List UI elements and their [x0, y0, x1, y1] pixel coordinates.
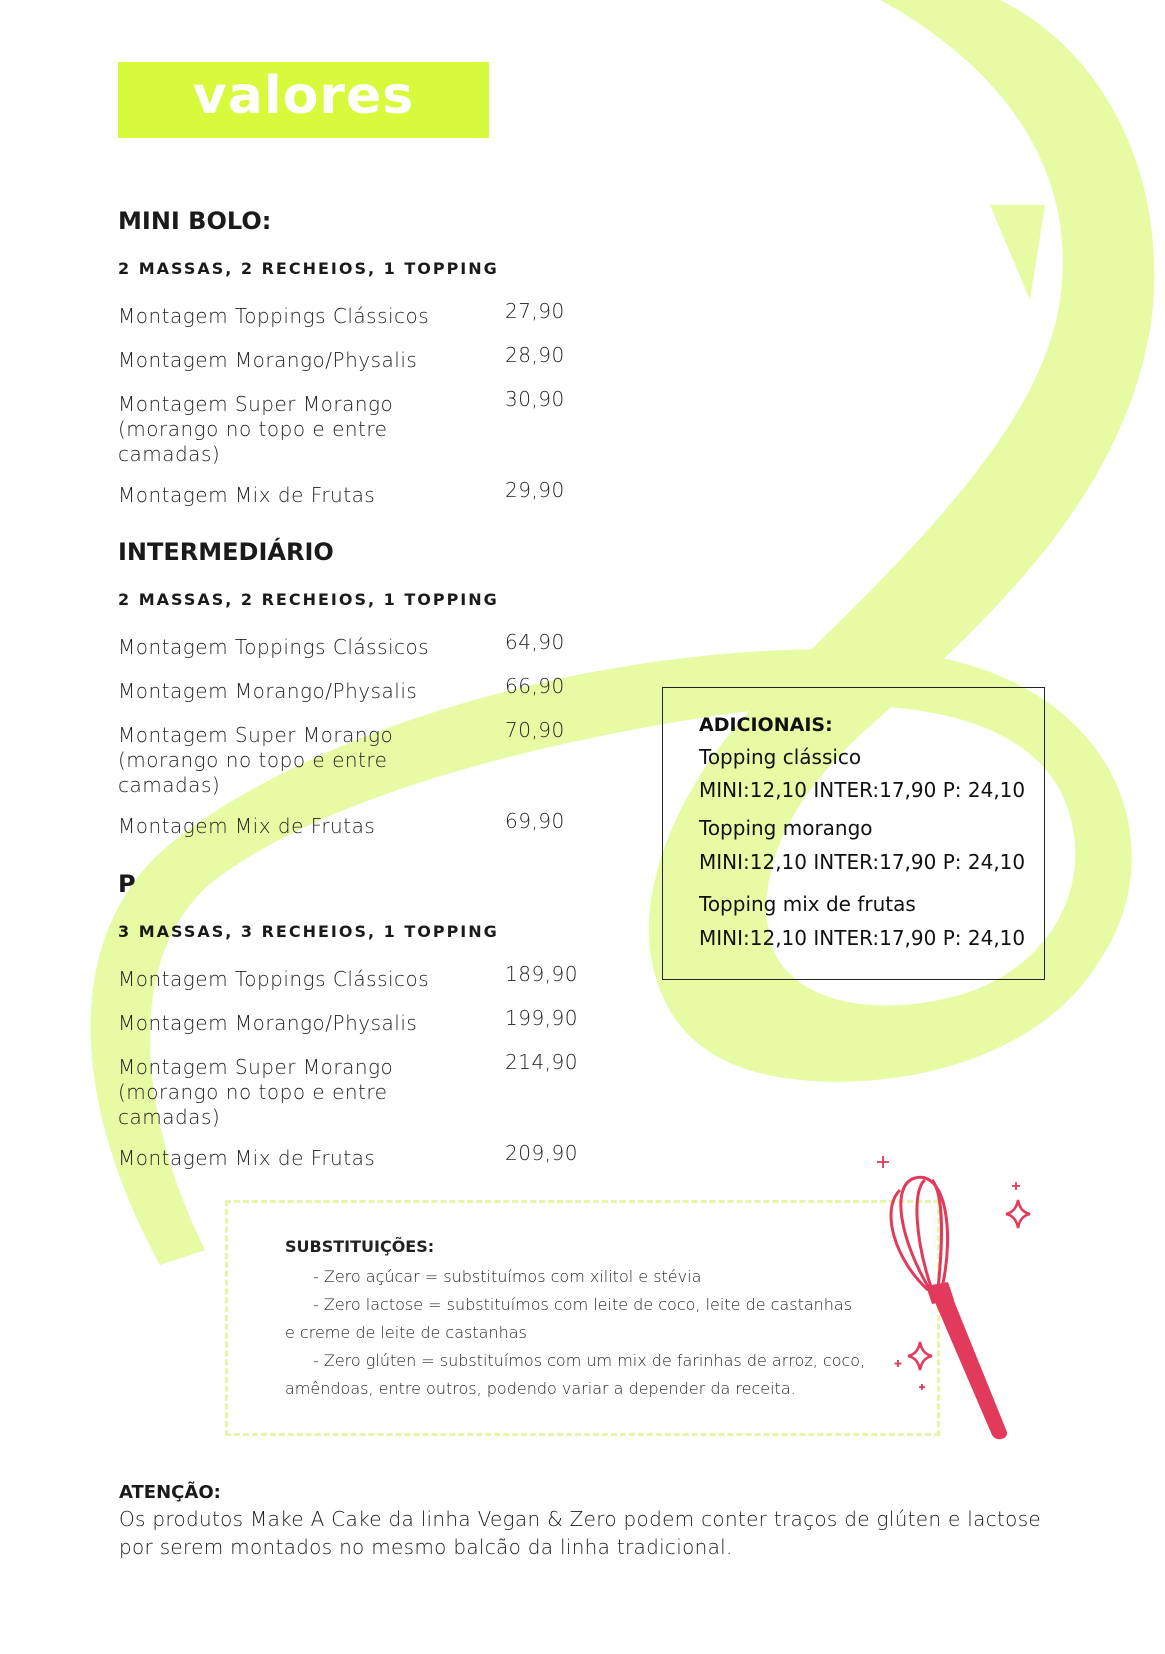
- adicional-label: Topping clássico: [699, 745, 862, 769]
- item-price: 199,90: [505, 1006, 578, 1030]
- atencao-text: Os produtos Make A Cake da linha Vegan & Zero podem conter traços de glúten e lactose por serem montados no mesmo balcão da linha tradicional.: [119, 1507, 1042, 1559]
- item-price: 214,90: [505, 1050, 578, 1074]
- menu-item: [118, 387, 678, 467]
- section-title: P: [118, 870, 136, 898]
- substituicoes-box: [225, 1200, 940, 1436]
- adicional-prices: MINI:12,10 INTER:17,90 P: 24,10: [699, 926, 1026, 950]
- menu-item: [118, 630, 678, 660]
- section-intermediario: [118, 538, 678, 839]
- menu-item: [118, 962, 678, 992]
- section-p: [118, 870, 678, 1171]
- title-banner: [118, 62, 489, 138]
- substituicoes-body: [285, 1263, 885, 1403]
- menu-item: [118, 674, 678, 704]
- item-name: Montagem Toppings Clássicos: [118, 635, 430, 659]
- item-price: 189,90: [505, 962, 578, 986]
- menu-item: [118, 718, 678, 798]
- adicional-prices: MINI:12,10 INTER:17,90 P: 24,10: [699, 850, 1026, 874]
- adicional-label: Topping mix de frutas: [699, 892, 916, 916]
- adicionais-title: ADICIONAIS:: [699, 714, 833, 736]
- substituicao-line: - Zero lactose = substituímos com leite de coco, leite de castanhas: [313, 1295, 853, 1314]
- substituicao-line: - Zero açúcar = substituímos com xilitol e stévia: [313, 1267, 702, 1286]
- item-name: Montagem Mix de Frutas: [118, 483, 376, 507]
- menu-item: [118, 478, 678, 508]
- section-subtitle: 3 MASSAS, 3 RECHEIOS, 1 TOPPING: [118, 922, 499, 941]
- menu-item: [118, 1006, 678, 1036]
- section-subtitle: 2 MASSAS, 2 RECHEIOS, 1 TOPPING: [118, 590, 499, 609]
- item-price: 69,90: [505, 809, 565, 833]
- item-price: 209,90: [505, 1141, 578, 1165]
- atencao-title: ATENÇÃO:: [119, 1482, 221, 1503]
- item-price: 64,90: [505, 630, 565, 654]
- section-title: INTERMEDIÁRIO: [118, 538, 334, 566]
- substituicao-line: amêndoas, entre outros, podendo variar a depender da receita.: [285, 1379, 796, 1398]
- item-name: Montagem Super Morango (morango no topo e entre camadas): [118, 723, 394, 797]
- section-mini-bolo: [118, 207, 678, 508]
- item-name: Montagem Toppings Clássicos: [118, 304, 430, 328]
- item-name: Montagem Mix de Frutas: [118, 814, 376, 838]
- menu-item: [118, 343, 678, 373]
- item-name: Montagem Morango/Physalis: [118, 679, 418, 703]
- section-subtitle: 2 MASSAS, 2 RECHEIOS, 1 TOPPING: [118, 259, 499, 278]
- adicional-prices: MINI:12,10 INTER:17,90 P: 24,10: [699, 778, 1026, 802]
- menu-item: [118, 809, 678, 839]
- menu-item: [118, 1050, 678, 1130]
- adicionais-box: [662, 687, 1045, 980]
- item-name: Montagem Mix de Frutas: [118, 1146, 376, 1170]
- item-price: 70,90: [505, 718, 565, 742]
- substituicoes-title: SUBSTITUIÇÕES:: [285, 1237, 435, 1256]
- item-name: Montagem Toppings Clássicos: [118, 967, 430, 991]
- whisk-icon: [870, 1150, 1050, 1440]
- substituicao-line: e creme de leite de castanhas: [285, 1323, 527, 1342]
- menu-item: [118, 1141, 678, 1171]
- item-price: 27,90: [505, 299, 565, 323]
- item-name: Montagem Super Morango (morango no topo e entre camadas): [118, 1055, 394, 1129]
- item-name: Montagem Morango/Physalis: [118, 1011, 418, 1035]
- atencao-note: [119, 1482, 1079, 1561]
- item-price: 28,90: [505, 343, 565, 367]
- page-title: valores: [192, 66, 415, 126]
- adicional-label: Topping morango: [699, 816, 873, 840]
- sparkle-icon: [876, 1155, 890, 1169]
- substituicao-line: - Zero glúten = substituímos com um mix de farinhas de arroz, coco,: [313, 1351, 866, 1370]
- item-price: 29,90: [505, 478, 565, 502]
- menu-item: [118, 299, 678, 329]
- item-price: 66,90: [505, 674, 565, 698]
- item-name: Montagem Morango/Physalis: [118, 348, 418, 372]
- item-price: 30,90: [505, 387, 565, 411]
- section-title: MINI BOLO:: [118, 207, 272, 235]
- item-name: Montagem Super Morango (morango no topo e entre camadas): [118, 392, 394, 466]
